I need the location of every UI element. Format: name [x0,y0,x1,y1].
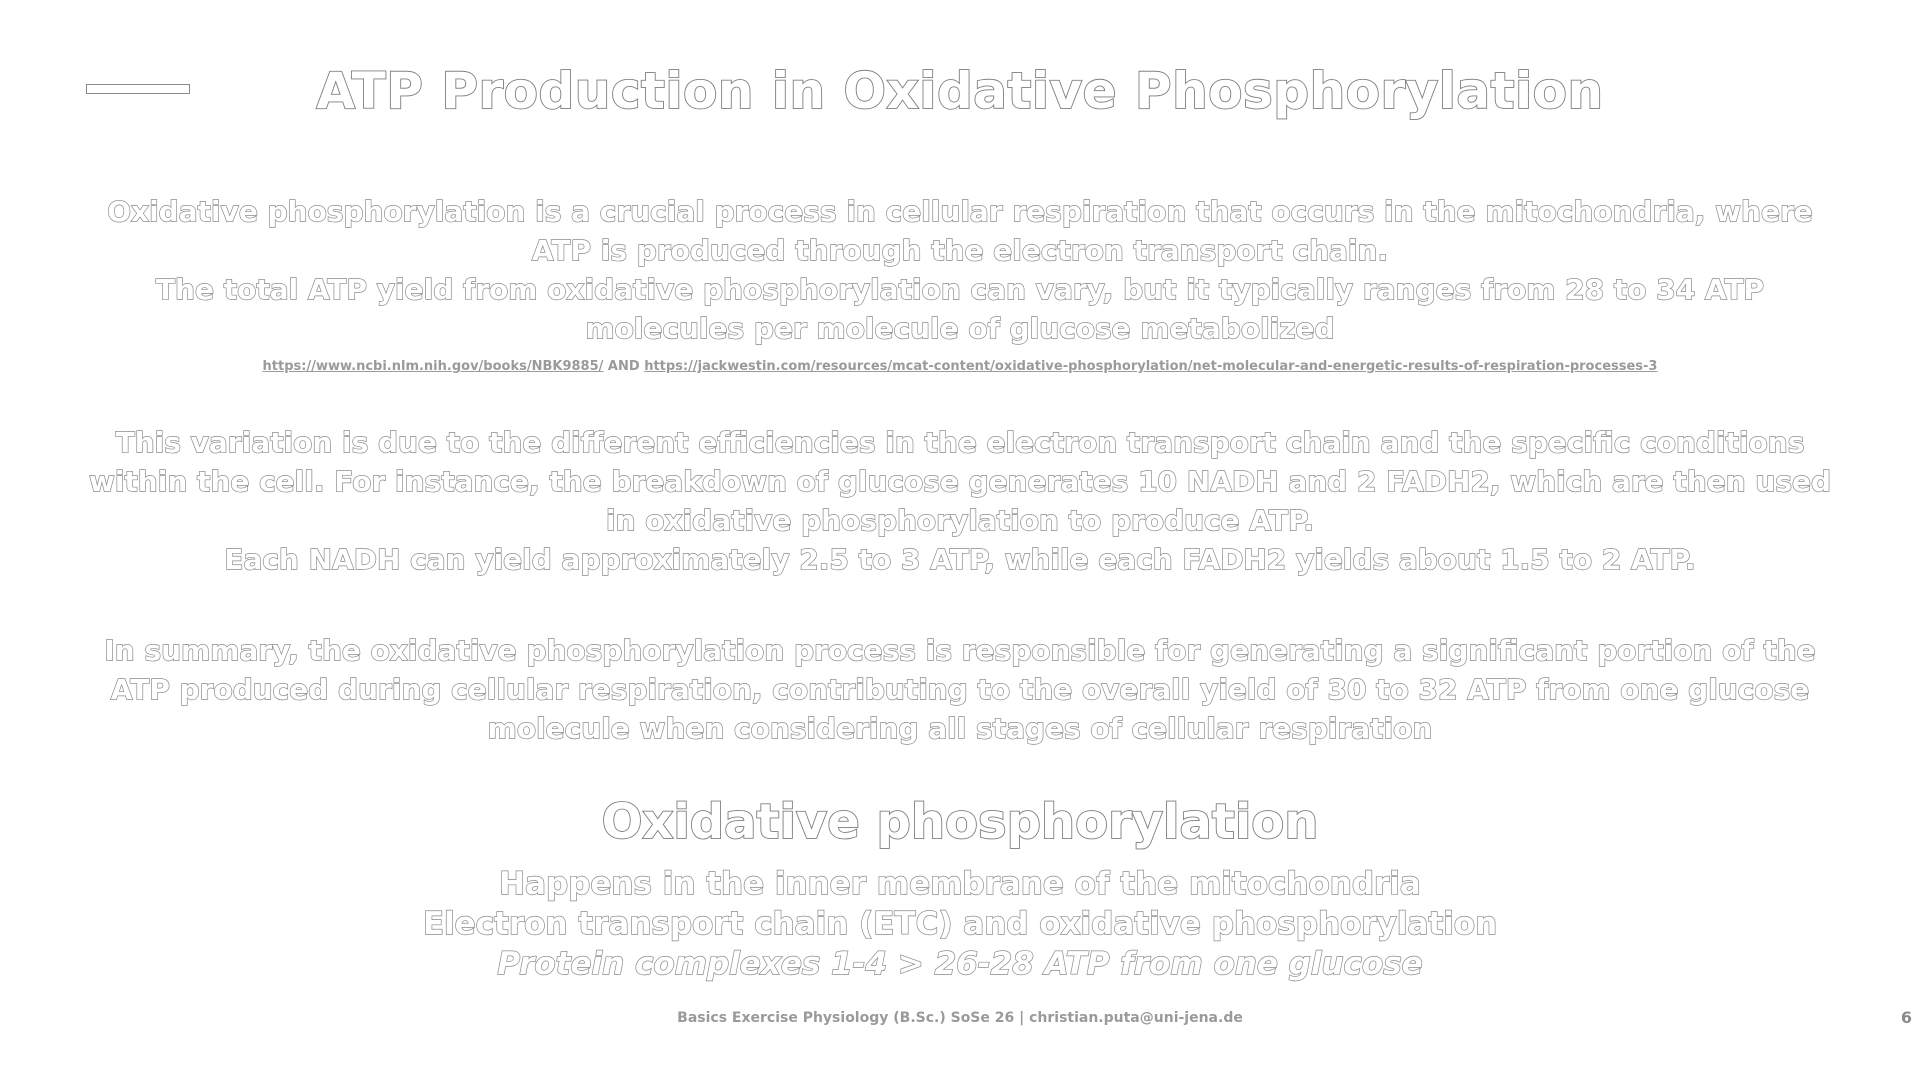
source-link-ncbi[interactable]: https://www.ncbi.nlm.nih.gov/books/NBK9885/ [262,359,604,374]
sources-conjunction: AND [603,359,645,374]
paragraph-intro-line1: Oxidative phosphorylation is a crucial process in cellular respiration that occurs in the mitochondria, where ATP is produced through the electron transport chain. [107,195,1813,267]
slide-footer: Basics Exercise Physiology (B.Sc.) SoSe 26 | christian.puta@uni-jena.de [677,1010,1243,1026]
slide-title: ATP Production in Oxidative Phosphorylation [316,62,1604,120]
paragraph-variation [80,423,1840,579]
page-number: 6 [1900,1008,1912,1027]
section-heading: Oxidative phosphorylation [601,794,1319,850]
paragraph-variation-line2: Each NADH can yield approximately 2.5 to 3 ATP, while each FADH2 yields about 1.5 to 2 ATP. [224,543,1696,576]
paragraph-intro-line2: The total ATP yield from oxidative phosphorylation can vary, but it typically ranges from 28 to 34 ATP molecules per molecule of glucose metabolized [155,273,1765,345]
sources-line [0,359,1920,374]
summary-item-complexes: Protein complexes 1-4 > 26-28 ATP from one glucose [497,946,1423,982]
summary-item-etc: Electron transport chain (ETC) and oxidative phosphorylation [422,906,1498,942]
paragraph-summary: In summary, the oxidative phosphorylation process is responsible for generating a significant portion of the ATP produced during cellular respiration, contributing to the overall yield of 30 to 32 ATP from one glucose molecule when considering all stages of cellular respiration [104,634,1816,745]
paragraph-intro [80,192,1840,348]
summary-item-location: Happens in the inner membrane of the mitochondria [499,866,1421,902]
paragraph-variation-line1: This variation is due to the different efficiencies in the electron transport chain and the specific conditions within the cell. For instance, the breakdown of glucose generates 10 NADH and 2 FADH2, which are then used in oxidative phosphorylation to produce ATP. [88,426,1832,537]
summary-list [0,864,1920,984]
source-link-jackwestin[interactable]: https://jackwestin.com/resources/mcat-content/oxidative-phosphorylation/net-molecular-and-energetic-results-of-respiration-processes-3 [644,359,1658,374]
